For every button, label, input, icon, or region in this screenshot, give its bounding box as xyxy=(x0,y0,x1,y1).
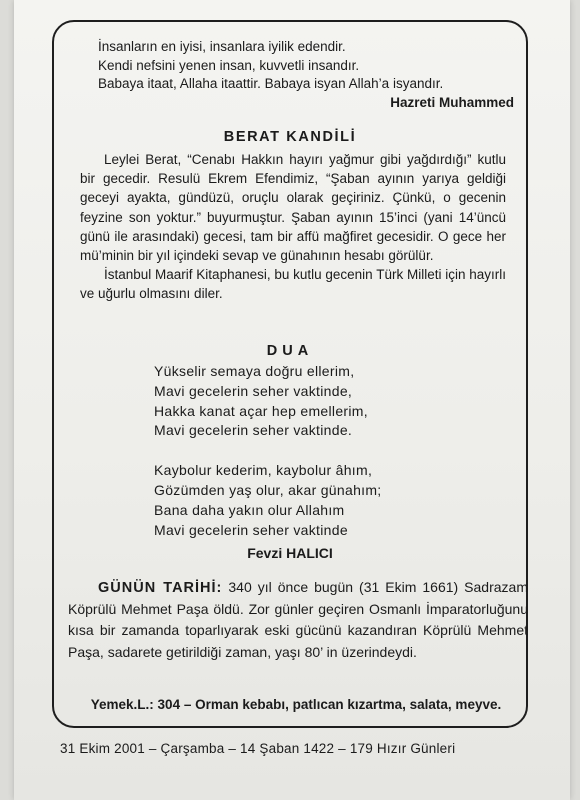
poem-line: Yükselir semaya doğru ellerim, xyxy=(154,363,355,379)
date-footer: 31 Ekim 2001 – Çarşamba – 14 Şaban 1422 – 179 Hızır Günleri xyxy=(60,741,456,756)
quote-line: Babaya itaat, Allaha itaattir. Babaya isyan Allah’a isyandır. xyxy=(98,76,444,91)
gunun-tarihi-text: 340 yıl önce bugün (31 Ekim 1661) Sadrazam Köprülü Mehmet Paşa öldü. Zor günler geçiren Osmanlı İmparatorluğunu kısa bir zamanda toparlıyarak eski gücünü kazandıran Köprülü Mehmet Paşa, sadarete getirildiği zaman, yaşı 80’ in üzerindeydi. xyxy=(68,579,528,660)
berat-text xyxy=(80,150,506,304)
berat-paragraph-1: Leylei Berat, “Cenabı Hakkın hayırı yağmur gibi yağdırdığı” kutlu bir gecedir. Resulü Ekrem Efendimiz, “Şaban ayının yarıya geldiği geceyi ayakta, gündüzü, oruçlu olarak geçiriniz. Çünkü, o gecenin feyzine son yoktur.” buyurmuştur. Şaban ayının 15’inci (yani 14’üncü günü ile arasındaki) gecesi, tam bir affü mağfiret gecesidir. O gece her mü’minin bir yıl içindeki sevap ve günahının hesabı görülür. xyxy=(80,152,506,264)
meal-menu: Yemek.L.: 304 – Orman kebabı, patlıcan kızartma, salata, meyve. xyxy=(90,697,502,712)
poem-line: Mavi gecelerin seher vaktinde, xyxy=(154,382,353,399)
poem-line: Gözümden yaş olur, akar günahım; xyxy=(154,481,382,498)
gunun-tarihi-label: GÜNÜN TARİHİ: xyxy=(98,580,223,596)
quote-line: İnsanların en iyisi, insanlara iyilik edendir. xyxy=(98,39,346,54)
poem-line: Hakka kanat açar hep emellerim, xyxy=(154,402,368,419)
quote-author: Hazreti Muhammed xyxy=(390,94,514,110)
quotes-block xyxy=(98,38,514,112)
stanza-gap xyxy=(154,441,382,461)
gunun-tarihi-block xyxy=(68,577,528,663)
poem-line: Mavi gecelerin seher vaktinde. xyxy=(154,422,353,439)
berat-paragraph-2: İstanbul Maarif Kitaphanesi, bu kutlu gecenin Türk Milleti için hayırlı ve uğurlu olmasını diler. xyxy=(80,267,506,302)
poem-line: Bana daha yakın olur Allahım xyxy=(154,501,345,518)
poet-name: Fevzi HALICI xyxy=(247,545,333,561)
poem-line: Mavi gecelerin seher vaktinde xyxy=(154,521,348,538)
berat-title: BERAT KANDİLİ xyxy=(223,129,357,145)
dua-title: DUA xyxy=(266,343,314,359)
poem-line: Kaybolur kederim, kaybolur âhım, xyxy=(154,462,373,479)
dua-poem xyxy=(154,362,382,540)
quote-line: Kendi nefsini yenen insan, kuvvetli insandır. xyxy=(98,57,360,73)
